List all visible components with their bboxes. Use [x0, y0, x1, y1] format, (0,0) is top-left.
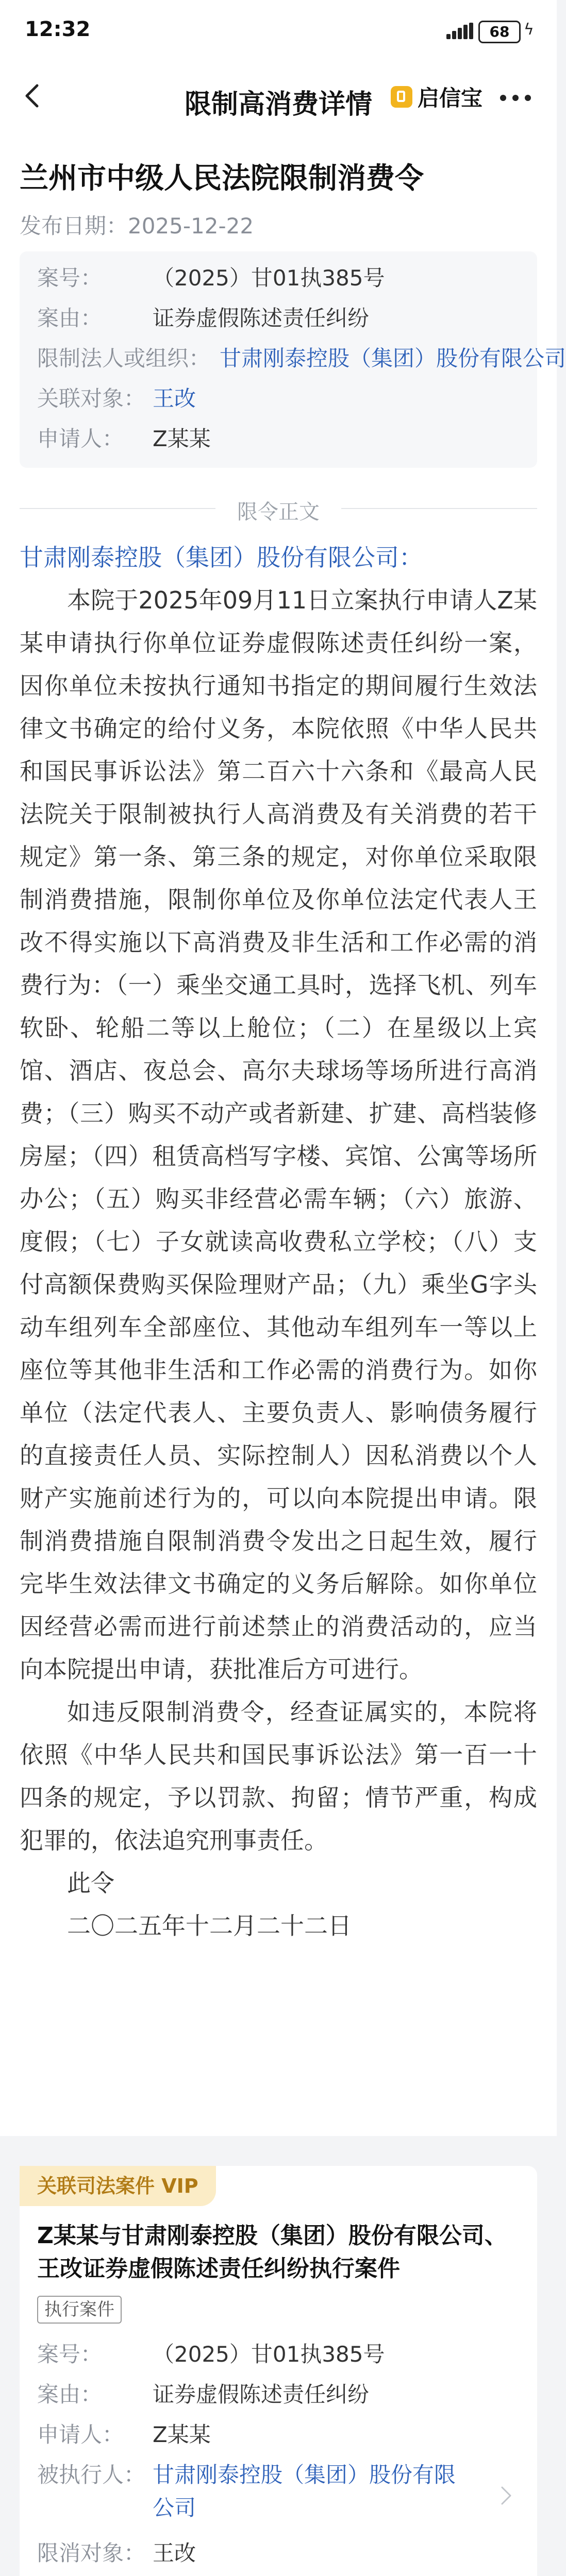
- brand-name: 启信宝: [418, 86, 483, 111]
- document-title: 兰州市中级人民法院限制消费令: [20, 162, 424, 195]
- restricted-company-link[interactable]: 甘肃刚泰控股（集团）股份有限公司: [220, 346, 566, 371]
- vip-badge: 关联司法案件 VIP: [20, 2166, 216, 2206]
- divider-label: 限令正文: [237, 500, 320, 524]
- info-row-cause: 案由： 证券虚假陈述责任纠纷: [37, 306, 370, 331]
- info-row-restricted: 限制法人或组织： 甘肃刚泰控股（集团）股份有限公司: [37, 343, 524, 374]
- case-row-restricted: 限消对象： 王改: [37, 2540, 196, 2566]
- section-divider: [20, 493, 537, 523]
- executed-company-link[interactable]: 甘肃刚泰控股（集团）股份有限公司: [153, 2462, 456, 2520]
- case-row-executed: 被执行人： 甘肃刚泰控股（集团）股份有限公司: [37, 2459, 472, 2524]
- battery-icon: 68: [478, 21, 521, 43]
- order-paragraph: 如违反限制消费令，经查证属实的，本院将依照《中华人民共和国民事诉讼法》第一百一十四条的规定，予以罚款、拘留；情节严重，构成犯罪的，依法追究刑事责任。: [20, 1698, 537, 1854]
- case-title[interactable]: Z某某与甘肃刚泰控股（集团）股份有限公司、王改证券虚假陈述责任纠纷执行案件: [37, 2223, 507, 2282]
- info-box: [20, 251, 566, 468]
- order-date: 二〇二五年十二月二十二日: [67, 1912, 352, 1940]
- more-icon[interactable]: [500, 95, 533, 102]
- publish-date: 发布日期：2025-12-22: [20, 213, 254, 239]
- info-row-case-no: 案号： （2025）甘01执385号: [37, 265, 385, 291]
- order-paragraph: 本院于2025年09月11日立案执行申请人Z某某申请执行你单位证券虚假陈述责任纠纷一案，因你单位未按执行通知书指定的期间履行生效法律文书确定的给付义务，本院依照《中华人民共和国民事诉讼法》第二百六十六条和《最高人民法院关于限制被执行人高消费及有关消费的若干规定》第一条、第三条的规定，对你单位采取限制消费措施，限制你单位及你单位法定代表人王改不得实施以下高消费及非生活和工作必需的消费行为：（一）乘坐交通工具时，选择飞机、列车软卧、轮船二等以上舱位；（二）在星级以上宾馆、酒店、夜总会、高尔夫球场等场所进行高消费；（三）购买不动产或者新建、扩建、高档装修房屋；（四）租赁高档写字楼、宾馆、公寓等场所办公；（五）购买非经营必需车辆；（六）旅游、度假；（七）子女就读高收费私立学校；（八）支付高额保费购买保险理财产品；（九）乘坐G字头动车组列车全部座位、其他动车组列车一等以上座位等其他非生活和工作必需的消费行为。如你单位（法定代表人、主要负责人、影响债务履行的直接责任人员、实际控制人）因私消费以个人财产实施前述行为的，可以向本院提出申请。限制消费措施自限制消费令发出之日起生效，履行完毕生效法律文书确定的义务后解除。如你单位因经营必需而进行前述禁止的消费活动的，应当向本院提出申请，获批准后方可进行。: [20, 586, 537, 1683]
- signal-icon: [446, 23, 473, 39]
- related-person-link[interactable]: 王改: [153, 386, 196, 411]
- related-case-card[interactable]: [20, 2166, 537, 2576]
- case-type-tag: 执行案件: [37, 2296, 122, 2324]
- page-title: 限制高消费详情: [184, 89, 372, 120]
- nav-bar: [0, 61, 557, 132]
- brand-logo[interactable]: [391, 84, 482, 109]
- order-body: [20, 579, 537, 1947]
- document-section: [0, 132, 566, 2136]
- status-bar: [0, 0, 557, 61]
- status-time: 12:32: [25, 18, 91, 41]
- case-row-cause: 案由： 证券虚假陈述责任纠纷: [37, 2382, 370, 2407]
- charging-icon: ϟ: [524, 21, 534, 39]
- case-row-applicant: 申请人： Z某某: [37, 2422, 211, 2447]
- info-row-applicant: 申请人： Z某某: [37, 426, 211, 451]
- order-closing: 此令: [67, 1869, 114, 1897]
- chevron-right-icon[interactable]: [500, 2485, 512, 2506]
- case-row-no: 案号： （2025）甘01执385号: [37, 2342, 385, 2367]
- info-row-related: 关联对象： 王改: [37, 386, 196, 411]
- addressee-link[interactable]: 甘肃刚泰控股（集团）股份有限公司：: [20, 544, 423, 571]
- qixinbao-logo-icon: [391, 86, 412, 108]
